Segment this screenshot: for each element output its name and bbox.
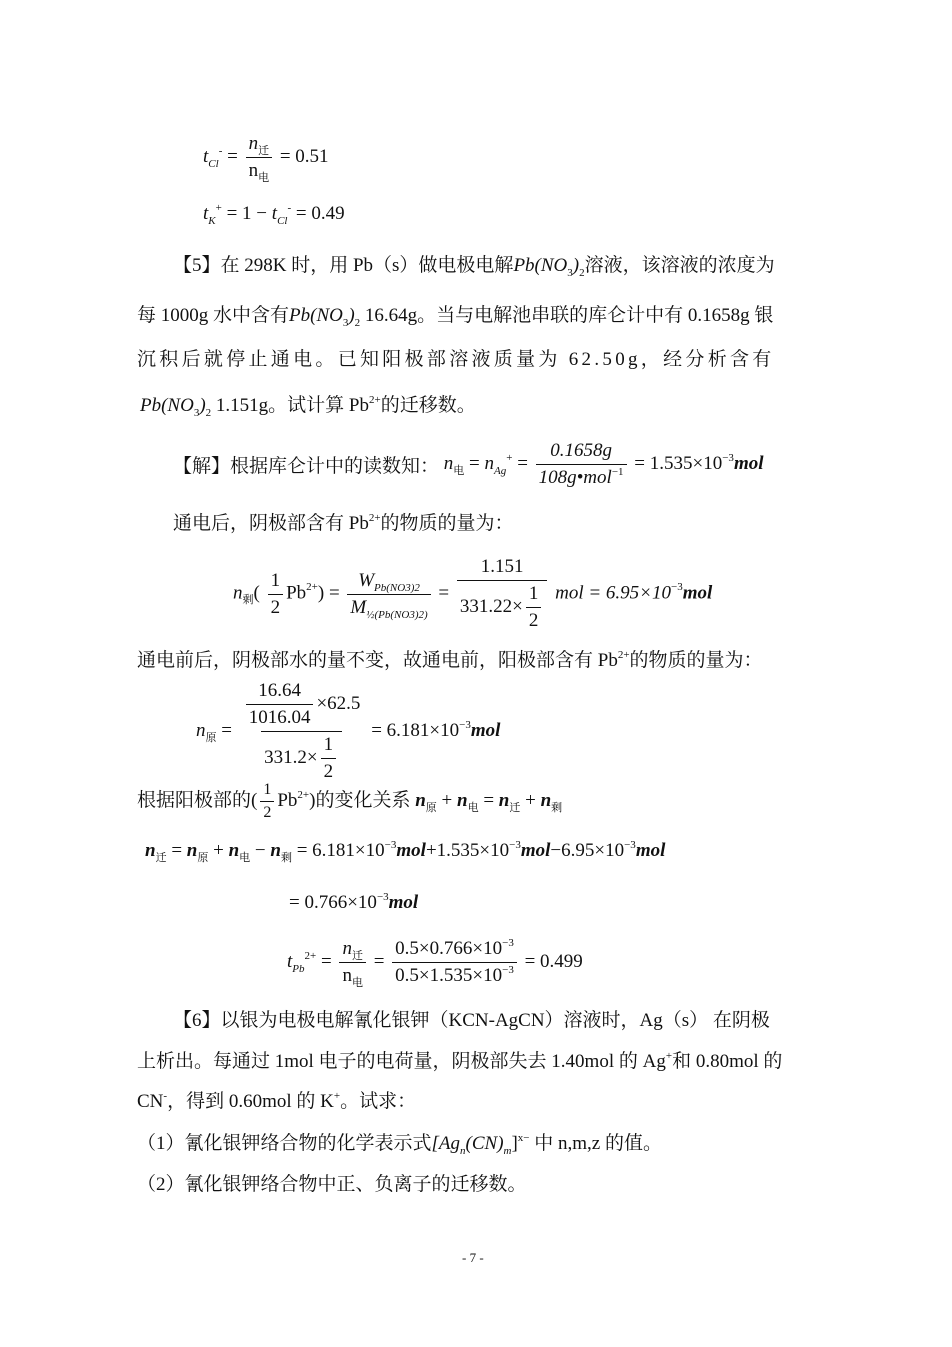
equation-t-k: $t_K^+ = 1 - t_{Cl}^- = 0.49$ xyxy=(203,202,345,227)
question-6-item-2: （2）氰化银钾络合物中正、负离子的迁移数。 xyxy=(137,1174,527,1195)
question-5-line-2: 每 1000g 水中含有$Pb(NO_3)_2$ 16.64g。当与电解池串联的库仑计中有 0.1658g 银 xyxy=(137,305,774,329)
question-5-line-3: 沉积后就停止通电。已知阳极部溶液质量为 62.50g，经分析含有 xyxy=(137,349,775,370)
question-5-line-4: $Pb(NO_3)_2$ 1.151g。试计算 $Pb^{2+}$的迁移数。 xyxy=(140,394,476,419)
question-6-line-3: CN-，得到 0.60mol 的 K+。试求： xyxy=(137,1090,417,1112)
equation-t-pb: $t_{Pb}^{2+}$ = $\frac{n_迁}{n_电}$ = $\frac{0.5\times 0.766\times 10^{-3}}{0.5\times 1.535\times 10^{-3}}$ = 0.499 xyxy=(287,937,583,989)
page-number: - 7 - xyxy=(462,1250,484,1265)
equation-t-cl: $t_{Cl}^-$ = $\frac{n_迁}{n_电}$ = 0.51 xyxy=(203,133,329,184)
question-6-line-2: 上析出。每通过 1mol 电子的电荷量，阴极部失去 1.40mol 的 Ag+和 0.80mol 的 xyxy=(137,1050,783,1072)
solution-5-line-4: 通电前后，阴极部水的量不变，故通电前，阳极部含有 $Pb^{2+}$的物质的量为： xyxy=(137,649,763,671)
equation-n-yuan: $n_原$ = $\frac{16.64}{1016.04}$ ×62.5 331.2× $\frac{1}{2}$ = $6.181\times 10^{-3}mol$ xyxy=(196,680,501,782)
question-6-line-1: 【6】以银为电极电解氰化银钾（KCN-AgCN）溶液时，Ag（s） 在阴极 xyxy=(173,1010,770,1031)
solution-5-line-2: 通电后，阴极部含有 $Pb^{2+}$的物质的量为： xyxy=(173,512,514,534)
solution-5-relation: 根据阳极部的( $\frac{1}{2}$ $Pb^{2+}$)的变化关系 $n_原 + n_电 = n_迁 + n_剩$ xyxy=(137,781,563,821)
equation-n-sheng: $n_剩$( $\frac{1}{2}$ $Pb^{2+}$) = $\frac{W_{Pb(NO3)2}}{M_{\frac{1}{2}(Pb(NO3)2)}}$ = 1.151 331.22× $\frac{1}{2}$ mol = $6.95\times 10^{-3}mol$ xyxy=(233,556,713,631)
fraction-n-qian-over-n-dian: $\frac{n_迁}{n_电}$ xyxy=(246,133,273,182)
solution-5-line-1: 【解】根据库仑计中的读数知： $n_电 = n_{Ag}^+$ = $\frac{0.1658g}{108g•mol^{-1}}$ = $1.535\times 10^{-3}mol$ xyxy=(173,440,764,488)
equation-result-qian: = $0.766\times 10^{-3}mol$ xyxy=(289,891,419,913)
equation-n-qian: $n_迁 = n_原 + n_电 - n_剩 = 6.181\times 10^{-3}mol+1.535\times 10^{-3}mol-6.95\times 10^{-3}mol$ xyxy=(145,839,666,864)
question-5-line-1: 【5】在 298K 时，用 Pb（s）做电极电解$Pb(NO_3)_2$溶液，该溶液的浓度为 xyxy=(173,255,775,279)
question-6-item-1: （1）氰化银钾络合物的化学表示式$[Ag_n(CN)_m]^{x-}$ 中 n,m,z 的值。 xyxy=(137,1132,662,1157)
fraction-silver-mass: $\frac{0.1658g}{108g•mol^{-1}}$ xyxy=(536,440,627,489)
